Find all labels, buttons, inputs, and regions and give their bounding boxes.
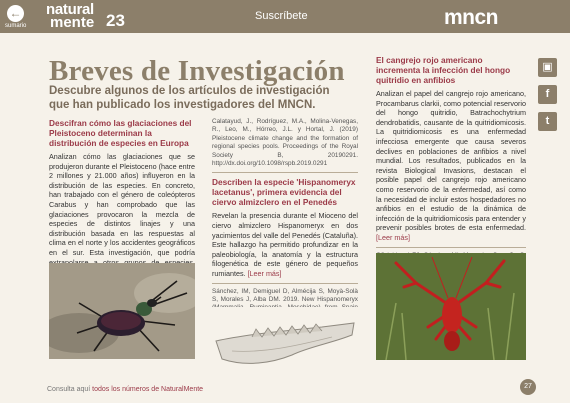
back-arrow-icon[interactable]: ←	[7, 5, 24, 22]
divider	[376, 247, 526, 248]
page-number: 27	[520, 379, 536, 395]
page-title: Breves de Investigación	[49, 55, 345, 87]
footer-text: Consulta aquí	[47, 386, 91, 393]
beetle-photo	[49, 263, 195, 359]
footer	[47, 386, 203, 393]
issue-number: 23	[106, 11, 125, 30]
archive-link[interactable]: todos los números de NaturalMente	[92, 386, 204, 393]
beetle-illustration	[49, 263, 195, 359]
logo-bottom: mente	[50, 14, 95, 31]
reference-calatayud: Calatayud, J., Rodríguez, M.A., Molina-Venegas, R., Leo, M., Hórreo, J.L. y Hortal, J. (2019) Pleistocene climate change and the formation of regional species pools. Proceedings of the Royal Society B, 20190291. http://dx.doi.org/10.1098/rspb.2019.0291	[212, 118, 358, 168]
article-pleistoceno	[49, 118, 195, 286]
back-label[interactable]: sumario	[5, 23, 27, 29]
article-heading: Descifran cómo las glaciaciones del Pleistoceno determinan la distribución de especies en Europa	[49, 118, 192, 148]
crayfish-illustration	[376, 253, 526, 360]
fossil-jaw-photo	[212, 307, 358, 373]
twitter-icon[interactable]: t	[538, 112, 557, 131]
logo-top: natural	[46, 1, 94, 18]
article-heading: Describen la especie 'Hispanomeryx lacetanus', primera evidencia del ciervo almizclero en el Penedés	[212, 177, 356, 208]
article-body	[212, 211, 358, 278]
page-subtitle: Descubre algunos de los artículos de investigación que han publicado los investigadores del MNCN.	[49, 85, 330, 111]
divider	[212, 172, 358, 173]
divider	[212, 283, 358, 284]
article-heading: El cangrejo rojo americano incrementa la infección del hongo quitridio en anfibios	[376, 55, 511, 85]
reference-sanchez: Sánchez, IM, Demiguel D, Almécija S, Moyà-Solà S, Morales J, Alba DM. 2019. New Hispanomeryx	[212, 287, 358, 303]
instagram-icon[interactable]: ▣	[538, 58, 557, 77]
mncn-text: mncn	[444, 6, 499, 29]
read-more-link[interactable]: [Leer más]	[247, 269, 282, 278]
mncn-logo[interactable]	[444, 6, 498, 30]
article-text: Analizan el papel del cangrejo rojo americano, Procambarus clarkii, como potencial reservorio del hongo quitridio, Batrachochytrium dendrobatidis, causante de la quitridiomicosis. La quitridiomicosis es una enfermedad infecciosa emergente que causa severos declives en poblaciones de anfibios a nivel mundial. Los resultados, publicados en la revista Biological Invasions, destacan el posible papel del cangrejo rojo americano como reservorio de la enfermedad, así como la necesidad de incluir estos hospedadores no anfibios en el estudio de la dinámica de infección de la quitridiomicosis para entender y prevenir posibles brotes de esta enfermedad.	[376, 89, 526, 233]
naturalmente-logo[interactable]	[46, 1, 125, 31]
subscribe-link[interactable]: Suscríbete	[255, 10, 308, 22]
facebook-icon[interactable]: f	[538, 85, 557, 104]
top-bar	[0, 0, 570, 33]
article-body	[376, 89, 526, 243]
article-text: Analizan cómo las glaciaciones que se produjeron durante el Pleistoceno (hace entre 2 millones y 21.000 años) influyeron en la distribución de las especies. En concreto, han trabajado con el género de coleópteros Carabus y han comprobado que las glaciaciones provocaron la mezcla de especies de distintos linajes y una distribución basada en las respuestas al clima en el norte y los accidentes geográficos en el sur. Esta investigación, que podría	[49, 152, 195, 257]
article-text: Revelan la presencia durante el Mioceno del ciervo almizclero Hispanomeryx en dos yacimientos del valle del Penedés (Cataluña). Este hallazgo ha permitido profundizar en la paleobiología, la anatomía y la estructura filogenética de este género de pequeños rumiantes.	[212, 211, 358, 278]
jaw-illustration	[212, 307, 358, 373]
read-more-link[interactable]: [Leer más]	[376, 232, 410, 242]
crayfish-photo	[376, 253, 526, 360]
